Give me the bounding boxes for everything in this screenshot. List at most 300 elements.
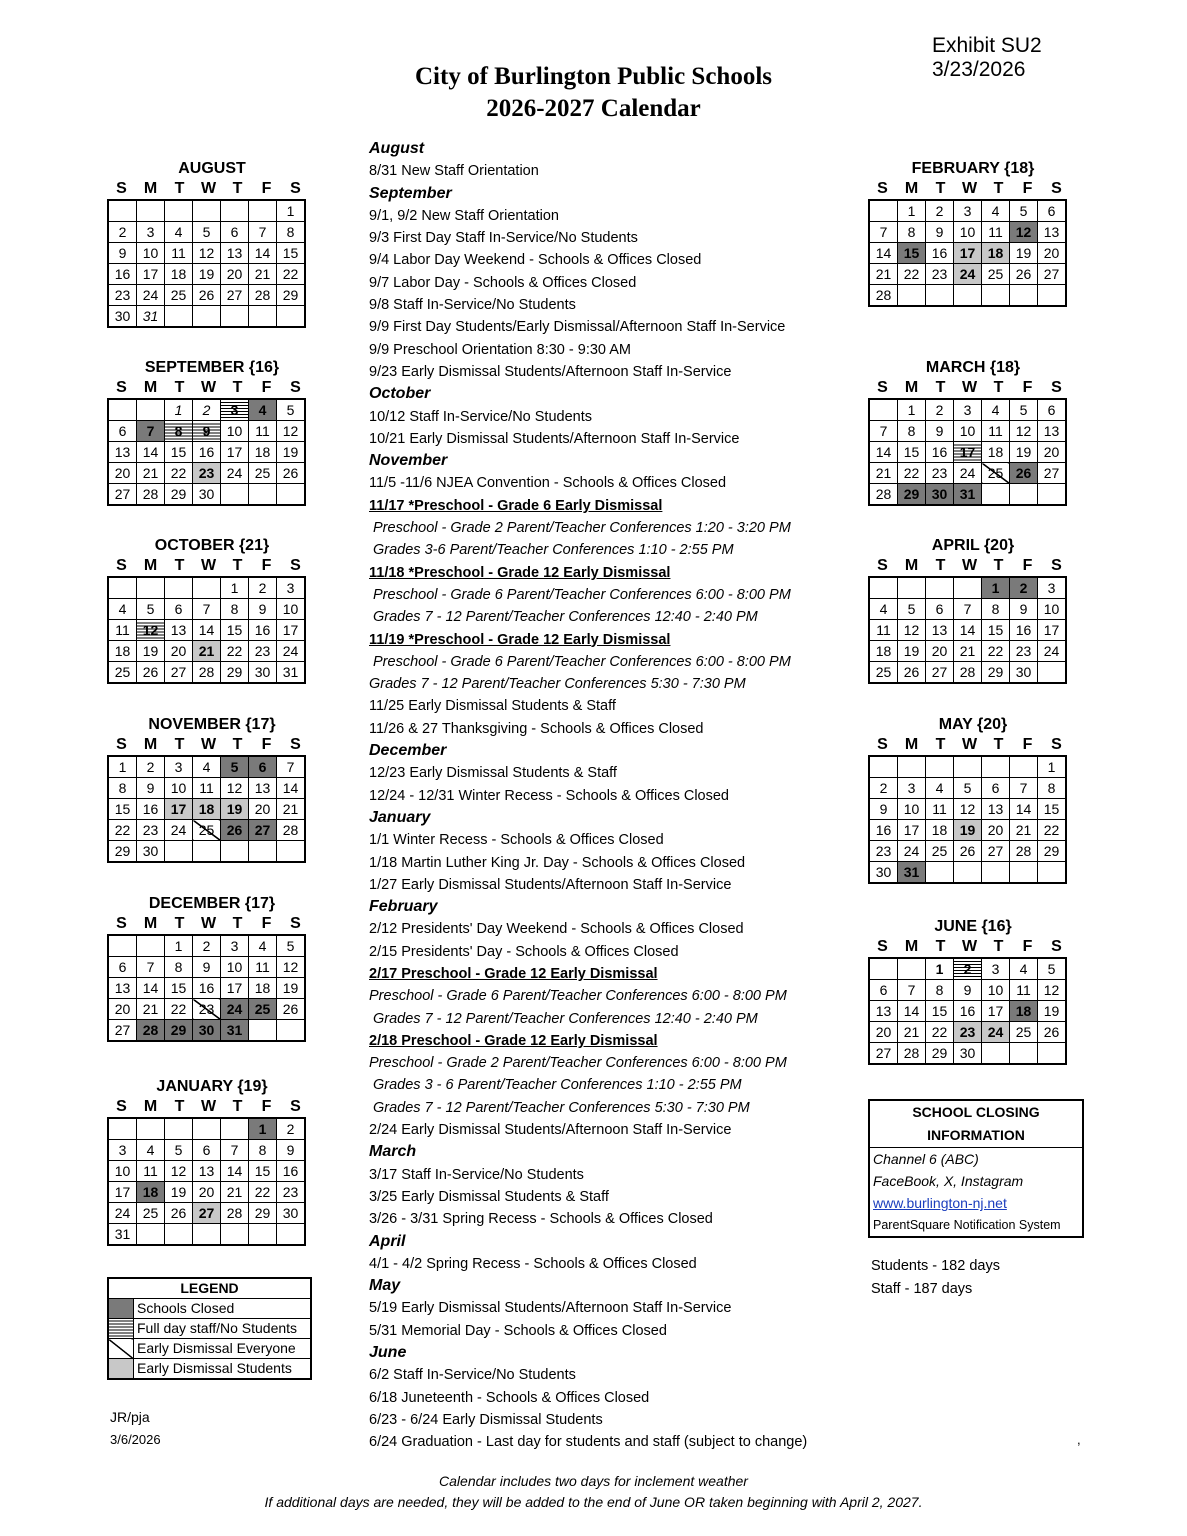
day-cell: 14	[1010, 799, 1038, 820]
empty-cell	[137, 1224, 165, 1246]
day-cell: 3	[221, 399, 249, 421]
event-month-heading: January	[369, 808, 431, 826]
empty-cell	[249, 200, 277, 222]
empty-cell	[277, 841, 306, 863]
event-item: Preschool - Grade 6 Parent/Teacher Conferences 6:00 - 8:00 PM	[373, 653, 791, 670]
day-cell: 4	[137, 1140, 165, 1161]
empty-cell	[926, 285, 954, 307]
empty-cell	[954, 577, 982, 599]
day-cell: 26	[137, 662, 165, 684]
day-cell: 30	[1010, 662, 1038, 684]
day-cell: 7	[869, 421, 898, 442]
day-cell: 22	[898, 463, 926, 484]
event-item: 9/4 Labor Day Weekend - Schools & Offices Closed	[369, 252, 702, 269]
empty-cell	[982, 285, 1010, 307]
event-item: 9/1, 9/2 New Staff Orientation	[369, 207, 559, 224]
day-cell: 7	[898, 980, 926, 1001]
event-month-heading: March	[369, 1143, 417, 1161]
weekday-label: M	[904, 557, 919, 574]
day-cell: 3	[108, 1140, 137, 1161]
day-cell: 4	[1010, 958, 1038, 980]
day-cell: 19	[137, 641, 165, 662]
day-cell: 6	[982, 778, 1010, 799]
day-cell: 22	[165, 999, 193, 1020]
month-january	[107, 1077, 317, 1246]
empty-cell	[108, 200, 137, 222]
month-title: OCTOBER {21}	[154, 537, 270, 554]
day-cell: 1	[898, 200, 926, 222]
day-cell: 6	[108, 421, 137, 442]
empty-cell	[926, 577, 954, 599]
empty-cell	[1038, 285, 1067, 307]
day-cell: 20	[1038, 442, 1067, 463]
weekday-label: W	[200, 180, 217, 197]
month-grid	[868, 398, 1067, 506]
day-cell: 18	[982, 243, 1010, 264]
day-cell: 12	[165, 1161, 193, 1182]
event-item: 9/8 Staff In-Service/No Students	[369, 297, 576, 314]
day-cell: 25	[165, 285, 193, 306]
day-cell: 5	[277, 399, 306, 421]
day-cell: 2	[277, 1118, 306, 1140]
month-title: APRIL {20}	[931, 537, 1015, 554]
day-cell: 12	[221, 778, 249, 799]
day-cell: 20	[165, 641, 193, 662]
weekday-label: T	[232, 736, 243, 753]
day-cell: 4	[926, 778, 954, 799]
day-cell: 17	[108, 1182, 137, 1203]
legend-label-early-students: Early Dismissal Students	[134, 1359, 312, 1380]
month-august	[107, 159, 317, 328]
month-march	[868, 358, 1078, 506]
weekday-label: F	[1022, 180, 1033, 197]
day-cell: 14	[193, 620, 221, 641]
event-item: 10/21 Early Dismissal Students/Afternoon Staff In-Service	[369, 430, 740, 447]
day-cell: 13	[1038, 222, 1067, 243]
day-cell: 9	[137, 778, 165, 799]
exhibit-number: Exhibit SU2	[932, 34, 1042, 57]
month-title: SEPTEMBER {16}	[144, 359, 280, 376]
day-cell: 7	[221, 1140, 249, 1161]
day-cell: 2	[137, 756, 165, 778]
day-cell: 16	[193, 442, 221, 463]
event-item: 1/1 Winter Recess - Schools & Offices Closed	[369, 832, 664, 849]
event-item: 12/24 - 12/31 Winter Recess - Schools & Offices Closed	[369, 787, 729, 804]
empty-cell	[1038, 484, 1067, 506]
day-cell: 20	[108, 463, 137, 484]
day-cell: 5	[221, 756, 249, 778]
day-cell: 21	[277, 799, 306, 820]
day-cell: 23	[137, 820, 165, 841]
day-cell: 7	[249, 222, 277, 243]
day-cell: 9	[926, 222, 954, 243]
month-title: DECEMBER {17}	[148, 895, 276, 912]
day-cell: 14	[249, 243, 277, 264]
empty-cell	[954, 862, 982, 884]
weekday-header	[868, 179, 1078, 199]
day-cell: 3	[165, 756, 193, 778]
weekday-label: T	[232, 915, 243, 932]
day-cell: 21	[954, 641, 982, 662]
day-cell: 10	[982, 980, 1010, 1001]
day-cell: 19	[277, 442, 306, 463]
day-cell: 30	[954, 1043, 982, 1065]
empty-cell	[1010, 484, 1038, 506]
day-cell: 21	[869, 463, 898, 484]
month-grid	[107, 934, 306, 1042]
event-item: 2/18 Preschool - Grade 12 Early Dismissal	[369, 1032, 658, 1049]
day-cell: 17	[954, 243, 982, 264]
month-title: AUGUST	[178, 160, 246, 177]
event-month-heading: November	[369, 452, 448, 470]
weekday-label: T	[935, 736, 946, 753]
event-item: 9/23 Early Dismissal Students/Afternoon Staff In-Service	[369, 363, 732, 380]
footer-note-2: If additional days are needed, they will be added to the end of June OR taken beginning with April 2, 2027.	[264, 1494, 923, 1510]
day-cell: 16	[1010, 620, 1038, 641]
day-cell: 12	[1010, 421, 1038, 442]
day-cell: 29	[926, 1043, 954, 1065]
day-cell: 4	[869, 599, 898, 620]
weekday-label: T	[174, 180, 185, 197]
month-grid	[107, 1117, 306, 1246]
month-november	[107, 715, 317, 863]
day-cell: 2	[193, 935, 221, 957]
day-cell: 18	[165, 264, 193, 285]
day-cell: 21	[221, 1182, 249, 1203]
day-cell: 31	[137, 306, 165, 328]
empty-cell	[1038, 662, 1067, 684]
month-title: NOVEMBER {17}	[148, 716, 276, 733]
weekday-label: T	[232, 379, 243, 396]
weekday-label: F	[1022, 379, 1033, 396]
weekday-header	[107, 179, 317, 199]
day-cell: 28	[193, 662, 221, 684]
page-subtitle: 2026-2027 Calendar	[486, 95, 701, 122]
day-cell: 4	[982, 200, 1010, 222]
day-cell: 27	[108, 1020, 137, 1042]
day-cell: 22	[221, 641, 249, 662]
month-grid	[868, 576, 1067, 684]
weekday-label: T	[993, 736, 1004, 753]
weekday-label: S	[1051, 938, 1062, 955]
day-cell: 29	[221, 662, 249, 684]
weekday-header	[107, 378, 317, 398]
legend-swatch-closed	[108, 1299, 134, 1319]
event-item: 2/12 Presidents' Day Weekend - Schools & Offices Closed	[369, 921, 744, 938]
day-cell: 25	[982, 463, 1010, 484]
day-cell: 10	[898, 799, 926, 820]
legend-label-early-everyone: Early Dismissal Everyone	[134, 1339, 312, 1359]
weekday-label: S	[116, 557, 127, 574]
month-title: JANUARY {19}	[156, 1078, 268, 1095]
empty-cell	[165, 1118, 193, 1140]
empty-cell	[137, 399, 165, 421]
weekday-label: T	[174, 1098, 185, 1115]
event-item: 11/26 & 27 Thanksgiving - Schools & Offices Closed	[369, 720, 704, 737]
weekday-label: S	[877, 938, 888, 955]
weekday-label: S	[116, 379, 127, 396]
month-april	[868, 536, 1078, 684]
day-cell: 5	[1038, 958, 1067, 980]
day-cell: 12	[277, 421, 306, 442]
day-cell: 11	[249, 957, 277, 978]
day-cell: 24	[277, 641, 306, 662]
day-cell: 24	[1038, 641, 1067, 662]
day-cell: 25	[926, 841, 954, 862]
empty-cell	[898, 958, 926, 980]
day-cell: 24	[954, 463, 982, 484]
empty-cell	[898, 577, 926, 599]
weekday-label: F	[1022, 557, 1033, 574]
empty-cell	[193, 200, 221, 222]
month-june	[868, 917, 1078, 1065]
day-cell: 28	[954, 662, 982, 684]
day-cell: 14	[869, 243, 898, 264]
day-cell: 9	[193, 957, 221, 978]
day-cell: 21	[1010, 820, 1038, 841]
page-title: City of Burlington Public Schools	[415, 63, 772, 90]
day-cell: 12	[954, 799, 982, 820]
event-month-heading: October	[369, 385, 431, 403]
event-month-heading: May	[369, 1277, 401, 1295]
day-cell: 28	[898, 1043, 926, 1065]
day-cell: 10	[165, 778, 193, 799]
weekday-label: T	[935, 938, 946, 955]
empty-cell	[982, 862, 1010, 884]
empty-cell	[277, 484, 306, 506]
empty-cell	[165, 306, 193, 328]
day-cell: 30	[249, 662, 277, 684]
day-cell: 26	[1038, 1022, 1067, 1043]
empty-cell	[165, 200, 193, 222]
day-cell: 18	[249, 978, 277, 999]
legend-title: LEGEND	[108, 1278, 311, 1299]
day-cell: 27	[982, 841, 1010, 862]
day-cell: 28	[137, 484, 165, 506]
day-cell: 10	[137, 243, 165, 264]
day-cell: 4	[249, 399, 277, 421]
event-item: 2/15 Presidents' Day - Schools & Offices Closed	[369, 943, 679, 960]
month-february	[868, 159, 1078, 307]
empty-cell	[982, 1043, 1010, 1065]
empty-cell	[954, 756, 982, 778]
day-cell: 10	[954, 421, 982, 442]
empty-cell	[869, 756, 898, 778]
empty-cell	[193, 1224, 221, 1246]
weekday-label: M	[143, 736, 158, 753]
empty-cell	[165, 1224, 193, 1246]
initials: JR/pja	[110, 1409, 150, 1425]
day-cell: 26	[277, 999, 306, 1020]
day-cell: 28	[277, 820, 306, 841]
weekday-label: W	[200, 736, 217, 753]
weekday-label: F	[261, 736, 272, 753]
day-cell: 8	[898, 222, 926, 243]
day-cell: 1	[898, 399, 926, 421]
day-cell: 1	[165, 399, 193, 421]
weekday-label: S	[1051, 180, 1062, 197]
day-cell: 25	[1010, 1022, 1038, 1043]
day-cell: 16	[249, 620, 277, 641]
day-cell: 6	[221, 222, 249, 243]
day-cell: 30	[193, 484, 221, 506]
day-cell: 13	[869, 1001, 898, 1022]
day-cell: 25	[108, 662, 137, 684]
day-cell: 29	[982, 662, 1010, 684]
weekday-label: T	[174, 915, 185, 932]
day-cell: 23	[926, 264, 954, 285]
weekday-label: S	[116, 180, 127, 197]
day-cell: 13	[926, 620, 954, 641]
day-cell: 17	[221, 442, 249, 463]
weekday-label: T	[993, 180, 1004, 197]
event-item: 6/24 Graduation - Last day for students and staff (subject to change)	[369, 1434, 808, 1451]
day-cell: 5	[1010, 200, 1038, 222]
day-cell: 7	[193, 599, 221, 620]
weekday-label: S	[1051, 557, 1062, 574]
day-cell: 31	[221, 1020, 249, 1042]
day-cell: 12	[1010, 222, 1038, 243]
day-cell: 1	[926, 958, 954, 980]
day-cell: 11	[869, 620, 898, 641]
exhibit-date: 3/23/2026	[932, 58, 1026, 81]
event-month-heading: April	[369, 1232, 406, 1250]
day-cell: 17	[165, 799, 193, 820]
day-cell: 20	[926, 641, 954, 662]
month-title: MAY {20}	[938, 716, 1008, 733]
day-cell: 11	[982, 222, 1010, 243]
month-october	[107, 536, 317, 684]
day-cell: 13	[165, 620, 193, 641]
month-grid	[107, 576, 306, 684]
weekday-label: M	[904, 938, 919, 955]
weekday-label: T	[232, 1098, 243, 1115]
day-cell: 2	[954, 958, 982, 980]
event-item: Grades 7 - 12 Parent/Teacher Conferences 12:40 - 2:40 PM	[373, 1010, 758, 1027]
day-cell: 7	[137, 421, 165, 442]
weekday-label: T	[232, 180, 243, 197]
day-cell: 9	[277, 1140, 306, 1161]
day-cell: 16	[926, 442, 954, 463]
day-cell: 28	[249, 285, 277, 306]
event-item: 9/3 First Day Staff In-Service/No Students	[369, 230, 638, 247]
day-cell: 24	[954, 264, 982, 285]
day-cell: 11	[193, 778, 221, 799]
day-cell: 10	[221, 421, 249, 442]
day-cell: 4	[193, 756, 221, 778]
empty-cell	[898, 285, 926, 307]
day-cell: 9	[926, 421, 954, 442]
weekday-label: T	[935, 180, 946, 197]
day-cell: 29	[1038, 841, 1067, 862]
day-cell: 14	[869, 442, 898, 463]
day-cell: 24	[137, 285, 165, 306]
weekday-label: M	[143, 557, 158, 574]
day-cell: 20	[193, 1182, 221, 1203]
weekday-header	[107, 1097, 317, 1117]
event-item: 5/19 Early Dismissal Students/Afternoon Staff In-Service	[369, 1300, 732, 1317]
day-cell: 15	[277, 243, 306, 264]
day-cell: 12	[277, 957, 306, 978]
day-cell: 26	[221, 820, 249, 841]
event-item: 9/7 Labor Day - Schools & Offices Closed	[369, 274, 637, 291]
empty-cell	[193, 1118, 221, 1140]
empty-cell	[249, 1224, 277, 1246]
day-cell: 1	[249, 1118, 277, 1140]
day-cell: 31	[108, 1224, 137, 1246]
weekday-label: W	[961, 180, 978, 197]
day-cell: 19	[165, 1182, 193, 1203]
day-cell: 25	[249, 999, 277, 1020]
event-item: 4/1 - 4/2 Spring Recess - Schools & Offices Closed	[369, 1255, 697, 1272]
day-cell: 24	[108, 1203, 137, 1224]
day-cell: 7	[869, 222, 898, 243]
empty-cell	[193, 306, 221, 328]
month-september	[107, 358, 317, 506]
day-cell: 13	[193, 1161, 221, 1182]
weekday-label: S	[116, 736, 127, 753]
weekday-label: F	[261, 557, 272, 574]
event-item: 3/25 Early Dismissal Students & Staff	[369, 1188, 609, 1205]
empty-cell	[249, 841, 277, 863]
empty-cell	[221, 306, 249, 328]
day-cell: 10	[221, 957, 249, 978]
day-cell: 16	[277, 1161, 306, 1182]
day-cell: 30	[193, 1020, 221, 1042]
empty-cell	[221, 1118, 249, 1140]
empty-cell	[165, 577, 193, 599]
day-cell: 25	[982, 264, 1010, 285]
day-cell: 6	[249, 756, 277, 778]
day-cell: 28	[869, 484, 898, 506]
day-cell: 3	[954, 399, 982, 421]
day-cell: 23	[869, 841, 898, 862]
day-cell: 19	[221, 799, 249, 820]
empty-cell	[869, 958, 898, 980]
day-cell: 20	[249, 799, 277, 820]
day-cell: 16	[926, 243, 954, 264]
day-cell: 1	[165, 935, 193, 957]
weekday-label: T	[935, 557, 946, 574]
day-cell: 28	[221, 1203, 249, 1224]
day-cell: 16	[108, 264, 137, 285]
day-cell: 17	[898, 820, 926, 841]
day-cell: 11	[137, 1161, 165, 1182]
weekday-label: S	[290, 180, 301, 197]
weekday-label: S	[877, 180, 888, 197]
closing-website-link[interactable]: www.burlington-nj.net	[873, 1195, 1007, 1211]
weekday-label: M	[143, 180, 158, 197]
weekday-label: W	[961, 379, 978, 396]
empty-cell	[108, 577, 137, 599]
footer-note-1: Calendar includes two days for inclement weather	[439, 1473, 748, 1489]
weekday-label: T	[935, 379, 946, 396]
weekday-label: F	[261, 180, 272, 197]
event-item: Grades 7 - 12 Parent/Teacher Conferences 12:40 - 2:40 PM	[373, 609, 758, 626]
day-cell: 21	[137, 463, 165, 484]
weekday-label: F	[1022, 938, 1033, 955]
empty-cell	[249, 484, 277, 506]
weekday-label: T	[174, 736, 185, 753]
day-cell: 8	[277, 222, 306, 243]
weekday-label: S	[116, 915, 127, 932]
day-cell: 9	[108, 243, 137, 264]
legend	[107, 1277, 312, 1380]
day-cell: 25	[869, 662, 898, 684]
day-cell: 9	[249, 599, 277, 620]
month-grid	[868, 199, 1067, 307]
empty-cell	[277, 306, 306, 328]
